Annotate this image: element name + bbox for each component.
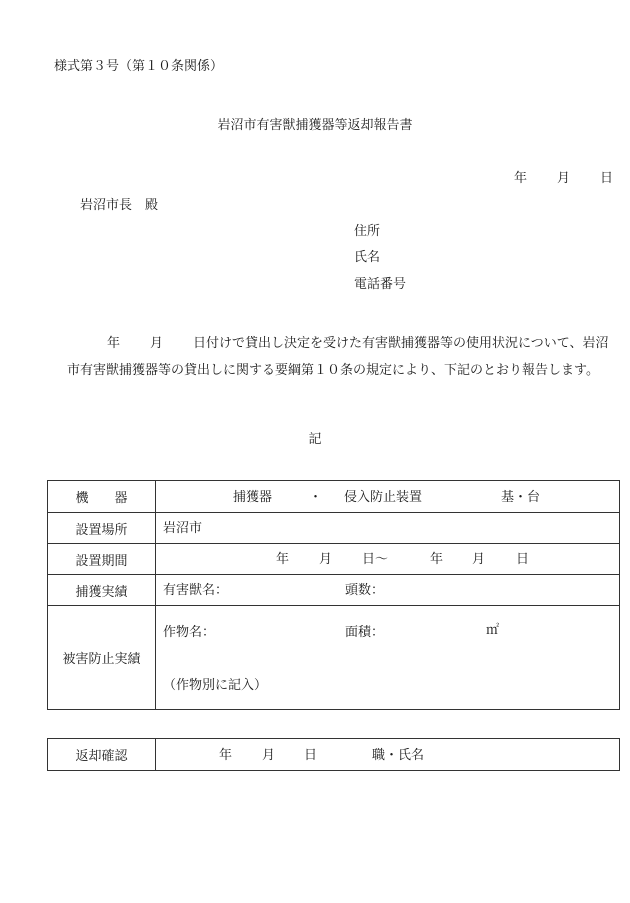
date-day-label: 日 <box>599 171 613 186</box>
document-title: 岩沼市有害獣捕獲器等返却報告書 <box>217 118 413 133</box>
return-row <box>48 739 620 771</box>
capture-row <box>48 575 620 606</box>
period-start-day: 日〜 <box>362 552 389 567</box>
area-unit: ㎡ <box>486 623 500 638</box>
capture-cell <box>156 575 620 606</box>
report-body <box>67 331 615 384</box>
period-start-month: 月 <box>319 552 333 567</box>
period-row <box>48 544 620 575</box>
location-cell <box>156 513 620 544</box>
damage-label: 被害防止実績 <box>48 606 156 710</box>
unit-label: 基・台 <box>501 490 541 505</box>
location-row <box>48 513 620 544</box>
date-month-label: 月 <box>556 171 570 186</box>
return-day: 日 <box>304 748 318 763</box>
position-name-label: 職・氏名 <box>372 748 425 763</box>
crop-note: （作物別に記入） <box>163 678 268 693</box>
capture-label: 捕獲実績 <box>48 575 156 606</box>
address-label: 住所 <box>354 224 381 239</box>
option-separator: ・ <box>309 490 323 505</box>
return-year: 年 <box>219 748 233 763</box>
equipment-label: 機 器 <box>48 481 156 513</box>
return-cell <box>156 739 620 771</box>
period-start-year: 年 <box>276 552 290 567</box>
head-count-label: 頭数： <box>345 583 385 598</box>
animal-name-label: 有害獣名： <box>163 583 229 598</box>
report-table <box>47 480 620 710</box>
body-month-label: 月 <box>150 336 164 351</box>
period-end-month: 月 <box>472 552 486 567</box>
period-cell <box>156 544 620 575</box>
period-label: 設置期間 <box>48 544 156 575</box>
date-year-label: 年 <box>513 171 527 186</box>
equipment-row <box>48 481 620 513</box>
crop-name-label: 作物名： <box>163 625 216 640</box>
prevention-option: 侵入防止装置 <box>344 490 423 505</box>
ki-heading: 記 <box>308 432 322 447</box>
submission-date <box>514 172 613 185</box>
equipment-cell <box>156 481 620 513</box>
addressee: 岩沼市長 殿 <box>80 198 159 213</box>
phone-label: 電話番号 <box>354 277 407 292</box>
damage-cell <box>156 606 620 710</box>
return-label: 返却確認 <box>48 739 156 771</box>
return-confirmation-table <box>47 738 620 771</box>
location-label: 設置場所 <box>48 513 156 544</box>
return-month: 月 <box>262 748 276 763</box>
trap-option: 捕獲器 <box>233 490 273 505</box>
area-label: 面積： <box>345 625 385 640</box>
name-label: 氏名 <box>354 250 381 265</box>
period-end-day: 日 <box>516 552 530 567</box>
form-number: 様式第３号（第１０条関係） <box>54 59 224 74</box>
body-year-label: 年 <box>107 336 121 351</box>
period-end-year: 年 <box>430 552 444 567</box>
body-text: 日付けで貸出し決定を受けた有害獣捕獲器等の使用状況について、岩沼市有害獣捕獲器等の貸出しに関する要綱第１０条の規定により、下記のとおり報告します。 <box>67 336 609 378</box>
damage-row <box>48 606 620 710</box>
location-value: 岩沼市 <box>163 521 203 536</box>
